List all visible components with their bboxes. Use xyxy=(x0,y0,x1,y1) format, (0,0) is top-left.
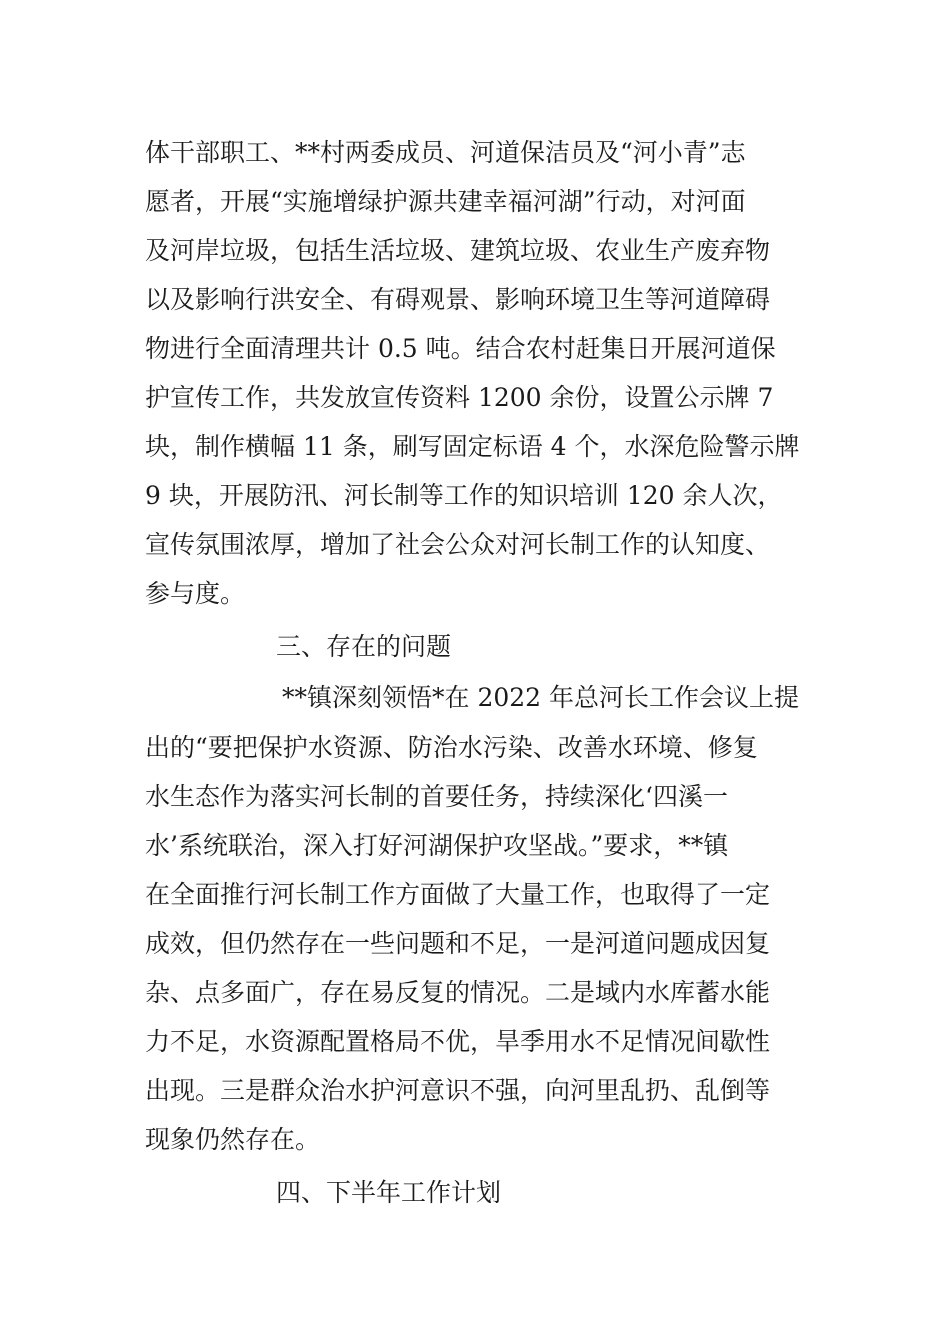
paragraph-line-15: 在全面推行河长制工作方面做了大量工作，也取得了一定 xyxy=(145,880,771,909)
paragraph-line-13: 水生态作为落实河长制的首要任务，持续深化‘四溪一 xyxy=(145,782,728,811)
section-heading-4: 四、下半年工作计划 xyxy=(276,1178,502,1207)
paragraph-line-2: 愿者，开展“实施增绿护源共建幸福河湖”行动，对河面 xyxy=(145,187,746,216)
paragraph-line-7: 块，制作横幅 11 条，刷写固定标语 4 个，水深危险警示牌 xyxy=(145,432,800,461)
paragraph-line-3: 及河岸垃圾，包括生活垃圾、建筑垃圾、农业生产废弃物 xyxy=(145,236,771,265)
section-heading-3: 三、存在的问题 xyxy=(276,632,452,661)
paragraph-line-4: 以及影响行洪安全、有碍观景、影响环境卫生等河道障碍 xyxy=(145,285,771,314)
paragraph-line-14: 水’系统联治，深入打好河湖保护攻坚战。”要求，**镇 xyxy=(145,831,729,860)
paragraph-line-8: 9 块，开展防汛、河长制等工作的知识培训 120 余人次， xyxy=(145,481,783,510)
paragraph-line-11: **镇深刻领悟*在 2022 年总河长工作会议上提 xyxy=(282,683,800,712)
paragraph-line-1: 体干部职工、**村两委成员、河道保洁员及“河小青”志 xyxy=(145,138,746,167)
paragraph-line-19: 出现。三是群众治水护河意识不强，向河里乱扔、乱倒等 xyxy=(145,1076,771,1105)
paragraph-line-18: 力不足，水资源配置格局不优，旱季用水不足情况间歇性 xyxy=(145,1027,771,1056)
paragraph-line-5: 物进行全面清理共计 0.5 吨。结合农村赶集日开展河道保 xyxy=(145,334,776,363)
paragraph-line-10: 参与度。 xyxy=(145,579,246,608)
paragraph-line-9: 宣传氛围浓厚，增加了社会公众对河长制工作的认知度、 xyxy=(145,530,771,559)
paragraph-line-6: 护宣传工作，共发放宣传资料 1200 余份，设置公示牌 7 xyxy=(145,383,774,412)
paragraph-line-17: 杂、点多面广，存在易反复的情况。二是域内水库蓄水能 xyxy=(145,978,771,1007)
paragraph-line-12: 出的“要把保护水资源、防治水污染、改善水环境、修复 xyxy=(145,733,758,762)
paragraph-line-16: 成效，但仍然存在一些问题和不足，一是河道问题成因复 xyxy=(145,929,771,958)
paragraph-line-20: 现象仍然存在。 xyxy=(145,1125,321,1154)
